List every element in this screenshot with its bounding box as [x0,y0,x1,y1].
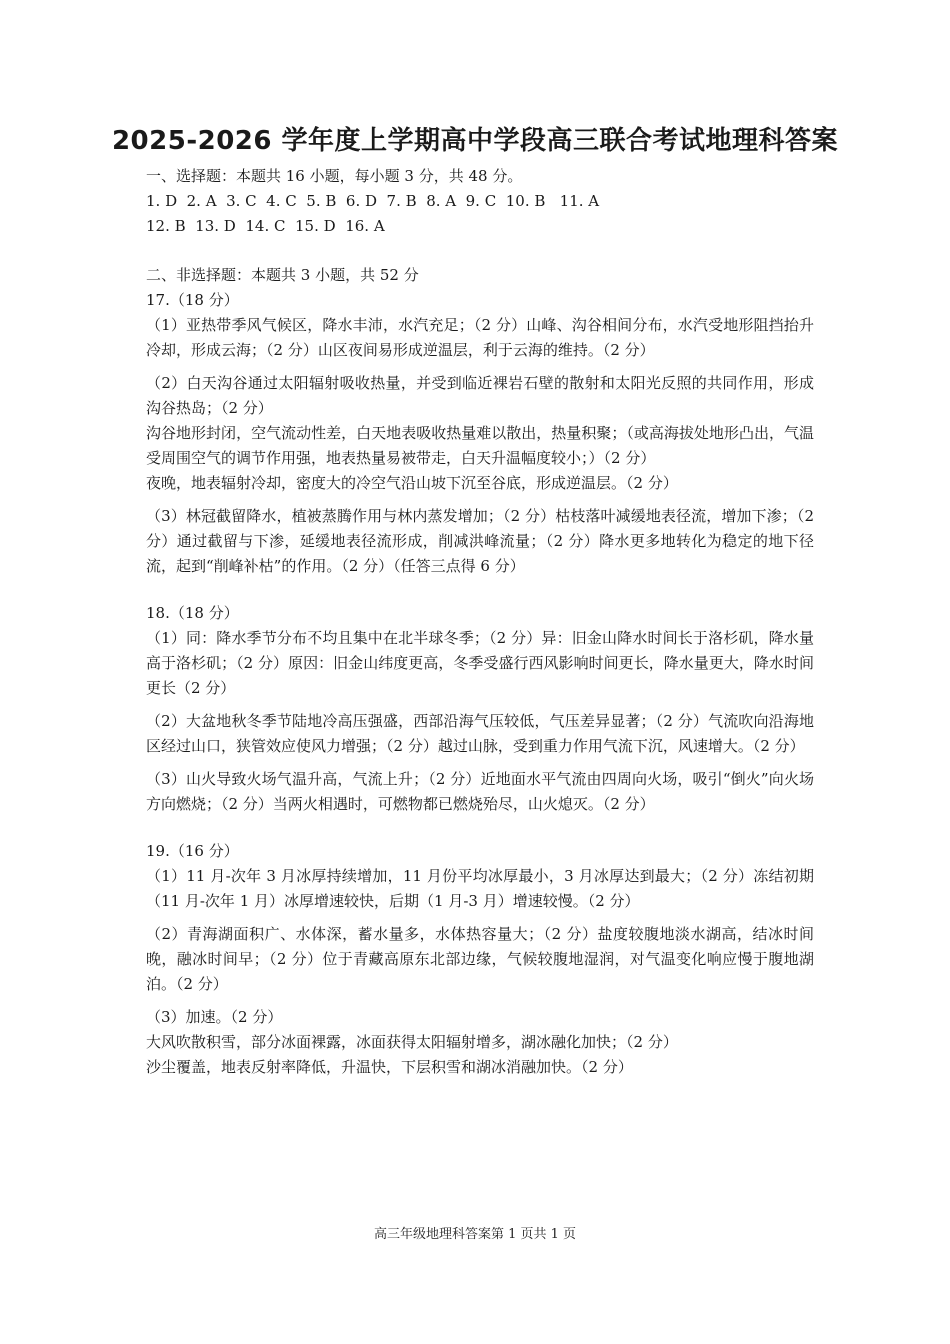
q17-part2a: （2）白天沟谷通过太阳辐射吸收热量，并受到临近裸岩石壁的散射和太阳光反照的共同作用，形成沟谷热岛；（2 分） [146,374,814,417]
q18-part2: （2）大盆地秋冬季节陆地冷高压强盛，西部沿海气压较低，气压差异显著；（2 分）气流吹向沿海地区经过山口，狭管效应使风力增强；（2 分）越过山脉，受到重力作用气流下沉，风速增大。（2 分） [146,712,814,755]
q17-part2b: 沟谷地形封闭，空气流动性差，白天地表吸收热量难以散出，热量积聚；（或高海拔处地形凸出，气温受周围空气的调节作用强，地表热量易被带走，白天升温幅度较小；）（2 分） [146,424,814,467]
section1-heading: 一、选择题：本题共 16 小题，每小题 3 分，共 48 分。 [146,167,523,185]
q19-part3b: 大风吹散积雪，部分冰面裸露，冰面获得太阳辐射增多，湖冰融化加快；（2 分） [146,1033,678,1051]
answers-row-1: 1. D 2. A 3. C 4. C 5. B 6. D 7. B 8. A 9. C 10. B 11. A [146,192,600,210]
answer-content [146,164,814,1080]
q17-part1: （1）亚热带季风气候区，降水丰沛，水汽充足；（2 分）山峰、沟谷相间分布，水汽受地形阻挡抬升冷却，形成云海；（2 分）山区夜间易形成逆温层，利于云海的维持。（2 分） [146,316,814,359]
q19-part3a: （3）加速。（2 分） [146,1008,283,1026]
q17-part2c: 夜晚，地表辐射冷却，密度大的冷空气沿山坡下沉至谷底，形成逆温层。（2 分） [146,474,678,492]
q19-part1: （1）11 月-次年 3 月冰厚持续增加，11 月份平均冰厚最小，3 月冰厚达到最大；（2 分）冻结初期（11 月-次年 1 月）冰厚增速较快，后期（1 月-3 月）增速较慢。（2 分） [146,867,814,910]
q17-header: 17.（18 分） [146,291,239,309]
answers-row-2: 12. B 13. D 14. C 15. D 16. A [146,217,385,235]
section2-heading: 二、非选择题：本题共 3 小题，共 52 分 [146,266,419,284]
page-footer: 高三年级地理科答案第 1 页共 1 页 [373,1227,577,1242]
page-title: 2025-2026 学年度上学期高中学段高三联合考试地理科答案 [111,126,839,156]
q18-part3: （3）山火导致火场气温升高，气流上升；（2 分）近地面水平气流由四周向火场，吸引“倒火”向火场方向燃烧；（2 分）当两火相遇时，可燃物都已燃烧殆尽，山火熄灭。（2 分） [146,770,814,813]
q19-part2: （2）青海湖面积广、水体深，蓄水量多，水体热容量大；（2 分）盐度较腹地淡水湖高，结冰时间晚，融冰时间早；（2 分）位于青藏高原东北部边缘，气候较腹地湿润，对气温变化响应慢于腹地湖泊。（2 分） [146,925,814,993]
q17-part3: （3）林冠截留降水，植被蒸腾作用与林内蒸发增加；（2 分）枯枝落叶减缓地表径流，增加下渗；（2 分）通过截留与下渗，延缓地表径流形成，削减洪峰流量；（2 分）降水更多地转化为稳定的地下径流，起到“削峰补枯”的作用。（2 分）（任答三点得 6 分） [146,507,814,575]
q18-header: 18.（18 分） [146,604,239,622]
q19-header: 19.（16 分） [146,842,239,860]
q19-part3c: 沙尘覆盖，地表反射率降低，升温快，下层积雪和湖冰消融加快。（2 分） [146,1058,633,1076]
q18-part1: （1）同：降水季节分布不均且集中在北半球冬季；（2 分）异：旧金山降水时间长于洛杉矶，降水量高于洛杉矶；（2 分）原因：旧金山纬度更高，冬季受盛行西风影响时间更长，降水量更大，降水时间更长（2 分） [146,629,814,697]
